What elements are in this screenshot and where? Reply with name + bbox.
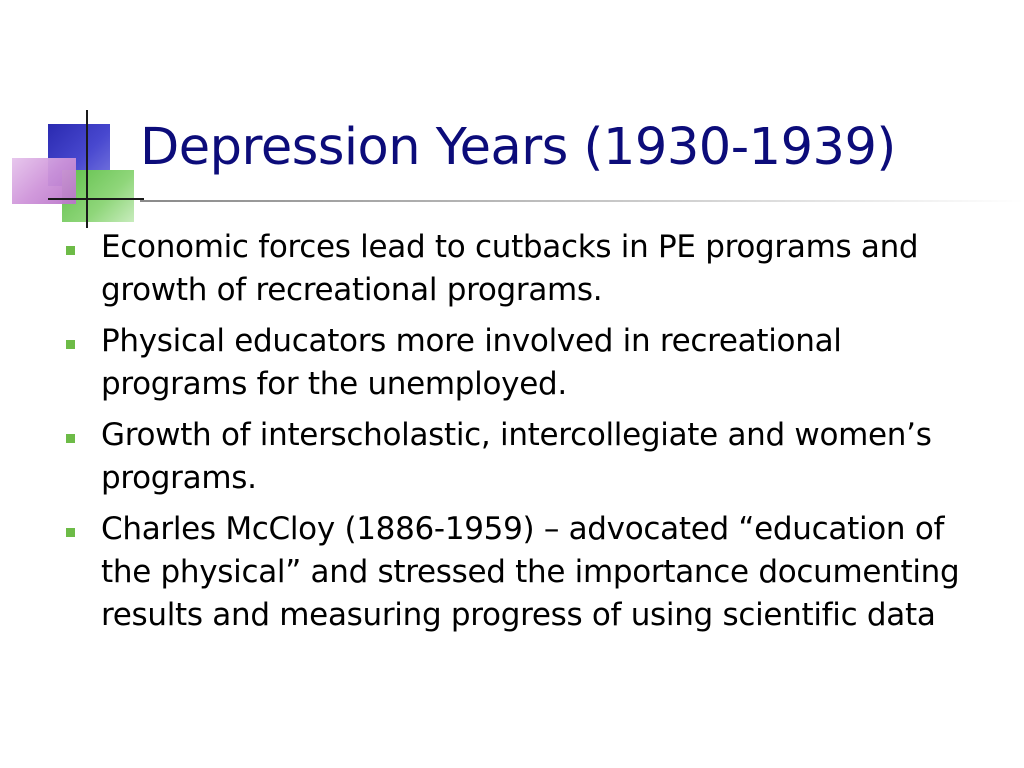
vertical-rule-line [86, 110, 88, 228]
square-bullet-icon [66, 528, 75, 537]
bullet-list [60, 226, 990, 645]
corner-squares-logo [0, 0, 140, 230]
bullet-item [60, 226, 990, 312]
bullet-text: Growth of interscholastic, intercollegiate and women’s programs. [101, 417, 932, 496]
bullet-item [60, 320, 990, 406]
horizontal-rule-line [48, 198, 144, 200]
bullet-text: Charles McCloy (1886-1959) – advocated “education of the physical” and stressed the importance documenting results and measuring progress of using scientific data [101, 511, 960, 633]
bullet-item [60, 508, 990, 637]
slide-title: Depression Years (1930-1939) [140, 118, 896, 177]
square-bullet-icon [66, 246, 75, 255]
bullet-text: Physical educators more involved in recreational programs for the unemployed. [101, 323, 842, 402]
square-bullet-icon [66, 340, 75, 349]
title-underline-rule [140, 200, 1024, 202]
bullet-item [60, 414, 990, 500]
bullet-text: Economic forces lead to cutbacks in PE programs and growth of recreational programs. [101, 229, 919, 308]
square-bullet-icon [66, 434, 75, 443]
